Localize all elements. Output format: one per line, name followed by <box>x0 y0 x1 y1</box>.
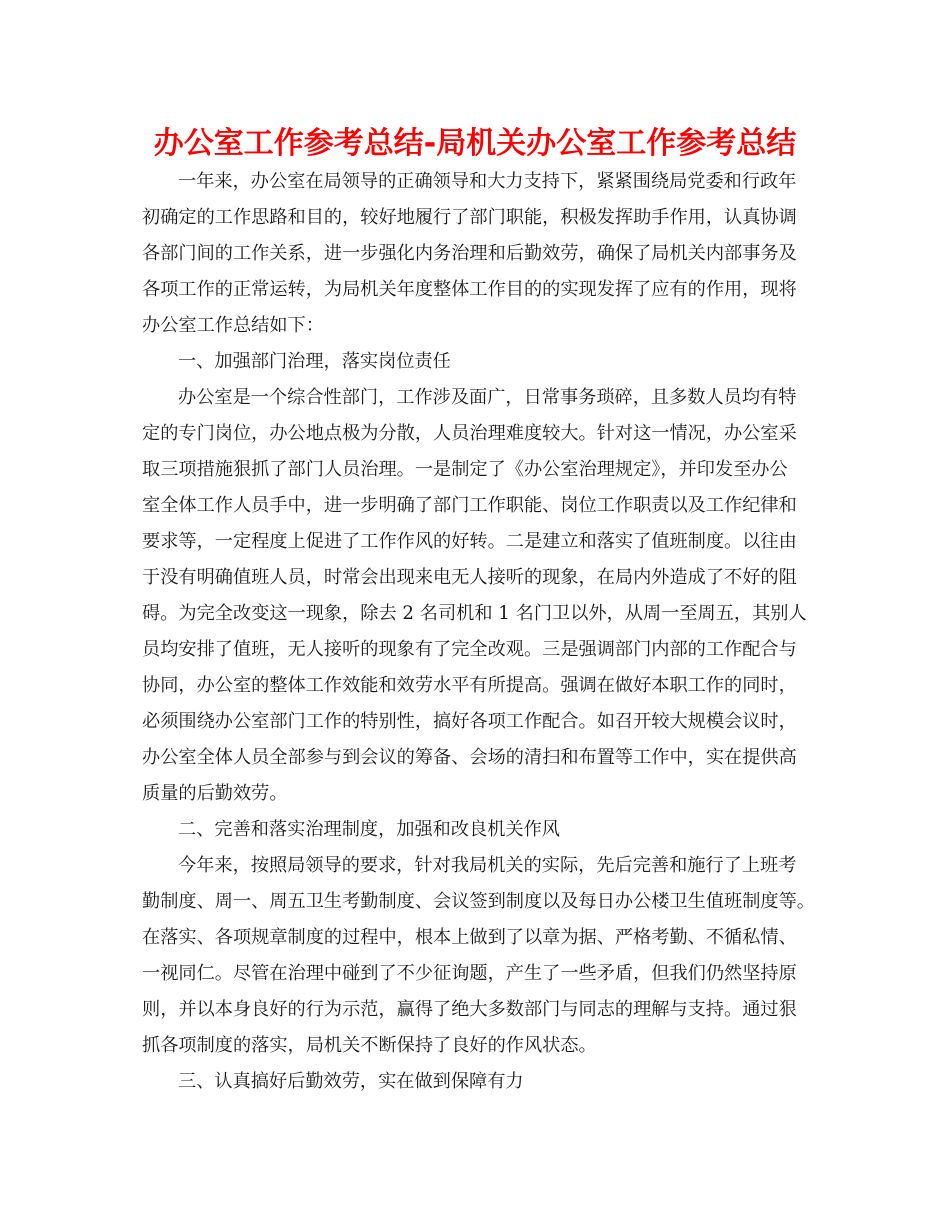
paragraph-line: 在落实、各项规章制度的过程中，根本上做到了以章为据、严格考勤、不循私情、 <box>142 927 797 948</box>
paragraph-line: 勤制度、周一、周五卫生考勤制度、会议签到制度以及每日办公楼卫生值班制度等。 <box>142 891 815 912</box>
paragraph-line: 今年来，按照局领导的要求，针对我局机关的实际，先后完善和施行了上班考 <box>178 855 797 876</box>
paragraph-line: 要求等，一定程度上促进了工作作风的好转。二是建立和落实了值班制度。以往由 <box>142 531 797 552</box>
paragraph-line: 必须围绕办公室部门工作的特别性，搞好各项工作配合。如召开较大规模会议时， <box>142 711 797 732</box>
paragraph-line: 定的专门岗位，办公地点极为分散，人员治理难度较大。针对这一情况，办公室采 <box>142 423 797 444</box>
section-heading: 二、完善和落实治理制度，加强和改良机关作风 <box>178 819 560 840</box>
paragraph-line: 各项工作的正常运转，为局机关年度整体工作目的的实现发挥了应有的作用，现将 <box>142 279 797 300</box>
paragraph-line: 办公室是一个综合性部门，工作涉及面广，日常事务琐碎，且多数人员均有特 <box>178 387 797 408</box>
paragraph-line: 办公室全体人员全部参与到会议的筹备、会场的清扫和布置等工作中，实在提供高 <box>142 747 797 768</box>
section-heading: 一、加强部门治理，落实岗位责任 <box>178 351 451 372</box>
paragraph-line: 碍。为完全改变这一现象，除去 2 名司机和 1 名门卫以外，从周一至周五，其别人 <box>142 603 807 624</box>
paragraph-line: 室全体工作人员手中，进一步明确了部门工作职能、岗位工作职责以及工作纪律和 <box>142 495 797 516</box>
paragraph-line: 取三项措施狠抓了部门人员治理。一是制定了《办公室治理规定》，并印发至办公 <box>142 459 788 480</box>
paragraph-line: 抓各项制度的落实，局机关不断保持了良好的作风状态。 <box>142 1035 597 1056</box>
paragraph-line: 一视同仁。尽管在治理中碰到了不少征询题，产生了一些矛盾，但我们仍然坚持原 <box>142 963 797 984</box>
section-heading: 三、认真搞好后勤效劳，实在做到保障有力 <box>178 1071 524 1092</box>
paragraph-line: 于没有明确值班人员，时常会出现来电无人接听的现象，在局内外造成了不好的阻 <box>142 567 797 588</box>
paragraph-line: 协同，办公室的整体工作效能和效劳水平有所提高。强调在做好本职工作的同时， <box>142 675 797 696</box>
paragraph-line: 则，并以本身良好的行为示范，赢得了绝大多数部门与同志的理解与支持。通过狠 <box>142 999 797 1020</box>
paragraph-line: 一年来，办公室在局领导的正确领导和大力支持下，紧紧围绕局党委和行政年 <box>178 171 797 192</box>
paragraph-line: 各部门间的工作关系，进一步强化内务治理和后勤效劳，确保了局机关内部事务及 <box>142 243 797 264</box>
document-title: 办公室工作参考总结-局机关办公室工作参考总结 <box>153 126 797 161</box>
paragraph-line: 办公室工作总结如下： <box>142 315 324 336</box>
paragraph-line: 质量的后勤效劳。 <box>142 783 288 804</box>
paragraph-line: 初确定的工作思路和目的，较好地履行了部门职能，积极发挥助手作用，认真协调 <box>142 207 797 228</box>
paragraph-line: 员均安排了值班，无人接听的现象有了完全改观。三是强调部门内部的工作配合与 <box>142 639 797 660</box>
